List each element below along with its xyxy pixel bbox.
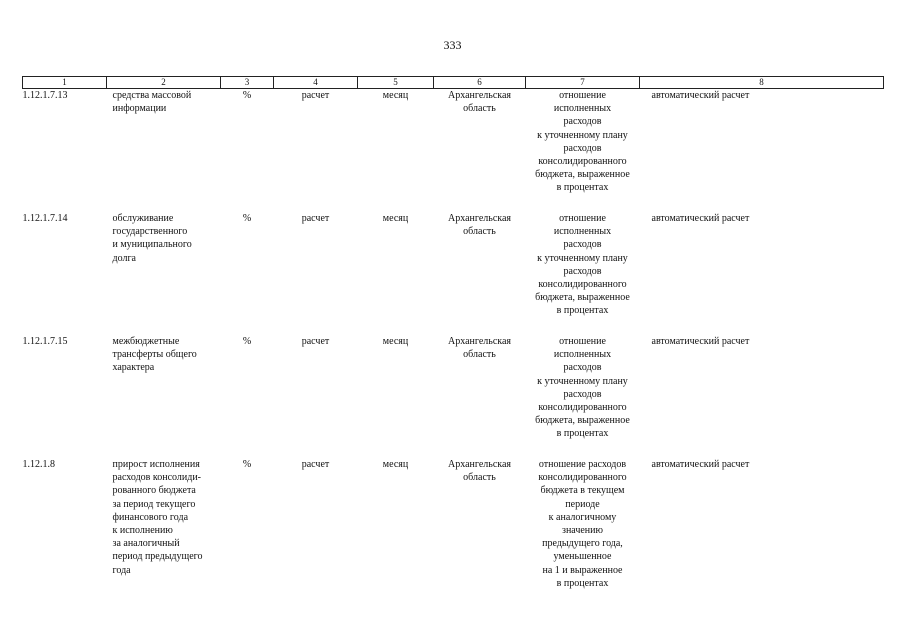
- table-row: [23, 212, 884, 335]
- indicator-description: отношение исполненных расходов к уточненному плану расходов консолидированного бюджета, выраженное в процентах: [535, 213, 630, 317]
- indicator-description: отношение исполненных расходов к уточненному плану расходов консолидированного бюджета, выраженное в процентах: [535, 336, 630, 440]
- indicator-name: обслуживание государственного и муниципального долга: [112, 213, 192, 264]
- indicator-code: 1.12.1.7.14: [22, 213, 68, 224]
- page-number: 333: [443, 38, 462, 52]
- column-header: 8: [640, 77, 884, 89]
- indicator-calc: расчет: [301, 459, 330, 470]
- indicator-description: отношение исполненных расходов к уточненному плану расходов консолидированного бюджета, выраженное в процентах: [535, 90, 630, 194]
- indicator-period: месяц: [382, 90, 409, 101]
- indicator-period: месяц: [382, 336, 409, 347]
- indicator-period: месяц: [382, 459, 409, 470]
- indicator-method: автоматический расчет: [651, 459, 750, 470]
- indicator-region: Архангельская область: [447, 459, 512, 484]
- indicator-code: 1.12.1.7.13: [22, 90, 68, 101]
- indicator-method: автоматический расчет: [651, 213, 750, 224]
- column-header: 1: [23, 77, 107, 89]
- table-row: [23, 89, 884, 213]
- column-header: 4: [274, 77, 358, 89]
- table-row: [23, 458, 884, 598]
- column-header: 3: [221, 77, 274, 89]
- indicator-method: автоматический расчет: [651, 336, 750, 347]
- indicator-table: [22, 76, 884, 598]
- indicator-calc: расчет: [301, 90, 330, 101]
- table-row: [23, 335, 884, 458]
- column-header: 5: [358, 77, 434, 89]
- indicator-period: месяц: [382, 213, 409, 224]
- indicator-region: Архангельская область: [447, 90, 512, 115]
- column-header: 7: [526, 77, 640, 89]
- indicator-calc: расчет: [301, 213, 330, 224]
- indicator-name: межбюджетные трансферты общего характера: [112, 336, 197, 374]
- indicator-calc: расчет: [301, 336, 330, 347]
- indicator-region: Архангельская область: [447, 336, 512, 361]
- indicator-code: 1.12.1.8: [22, 459, 55, 470]
- indicator-description: отношение расходов консолидированного бюджета в текущем периоде к аналогичному значению предыдущего года, уменьшенное на 1 и выраженное в процентах: [538, 459, 627, 589]
- indicator-method: автоматический расчет: [651, 90, 750, 101]
- indicator-unit: %: [242, 336, 252, 347]
- indicator-unit: %: [242, 90, 252, 101]
- column-header: 2: [107, 77, 221, 89]
- indicator-unit: %: [242, 459, 252, 470]
- indicator-name: средства массовой информации: [112, 90, 192, 115]
- indicator-name: прирост исполнения расходов консолиди- рованного бюджета за период текущего финансового года к исполнению за аналогичный период предыдущего года: [112, 459, 203, 576]
- indicator-region: Архангельская область: [447, 213, 512, 238]
- column-number-row: [23, 77, 884, 89]
- indicator-unit: %: [242, 213, 252, 224]
- indicator-code: 1.12.1.7.15: [22, 336, 68, 347]
- column-header: 6: [434, 77, 526, 89]
